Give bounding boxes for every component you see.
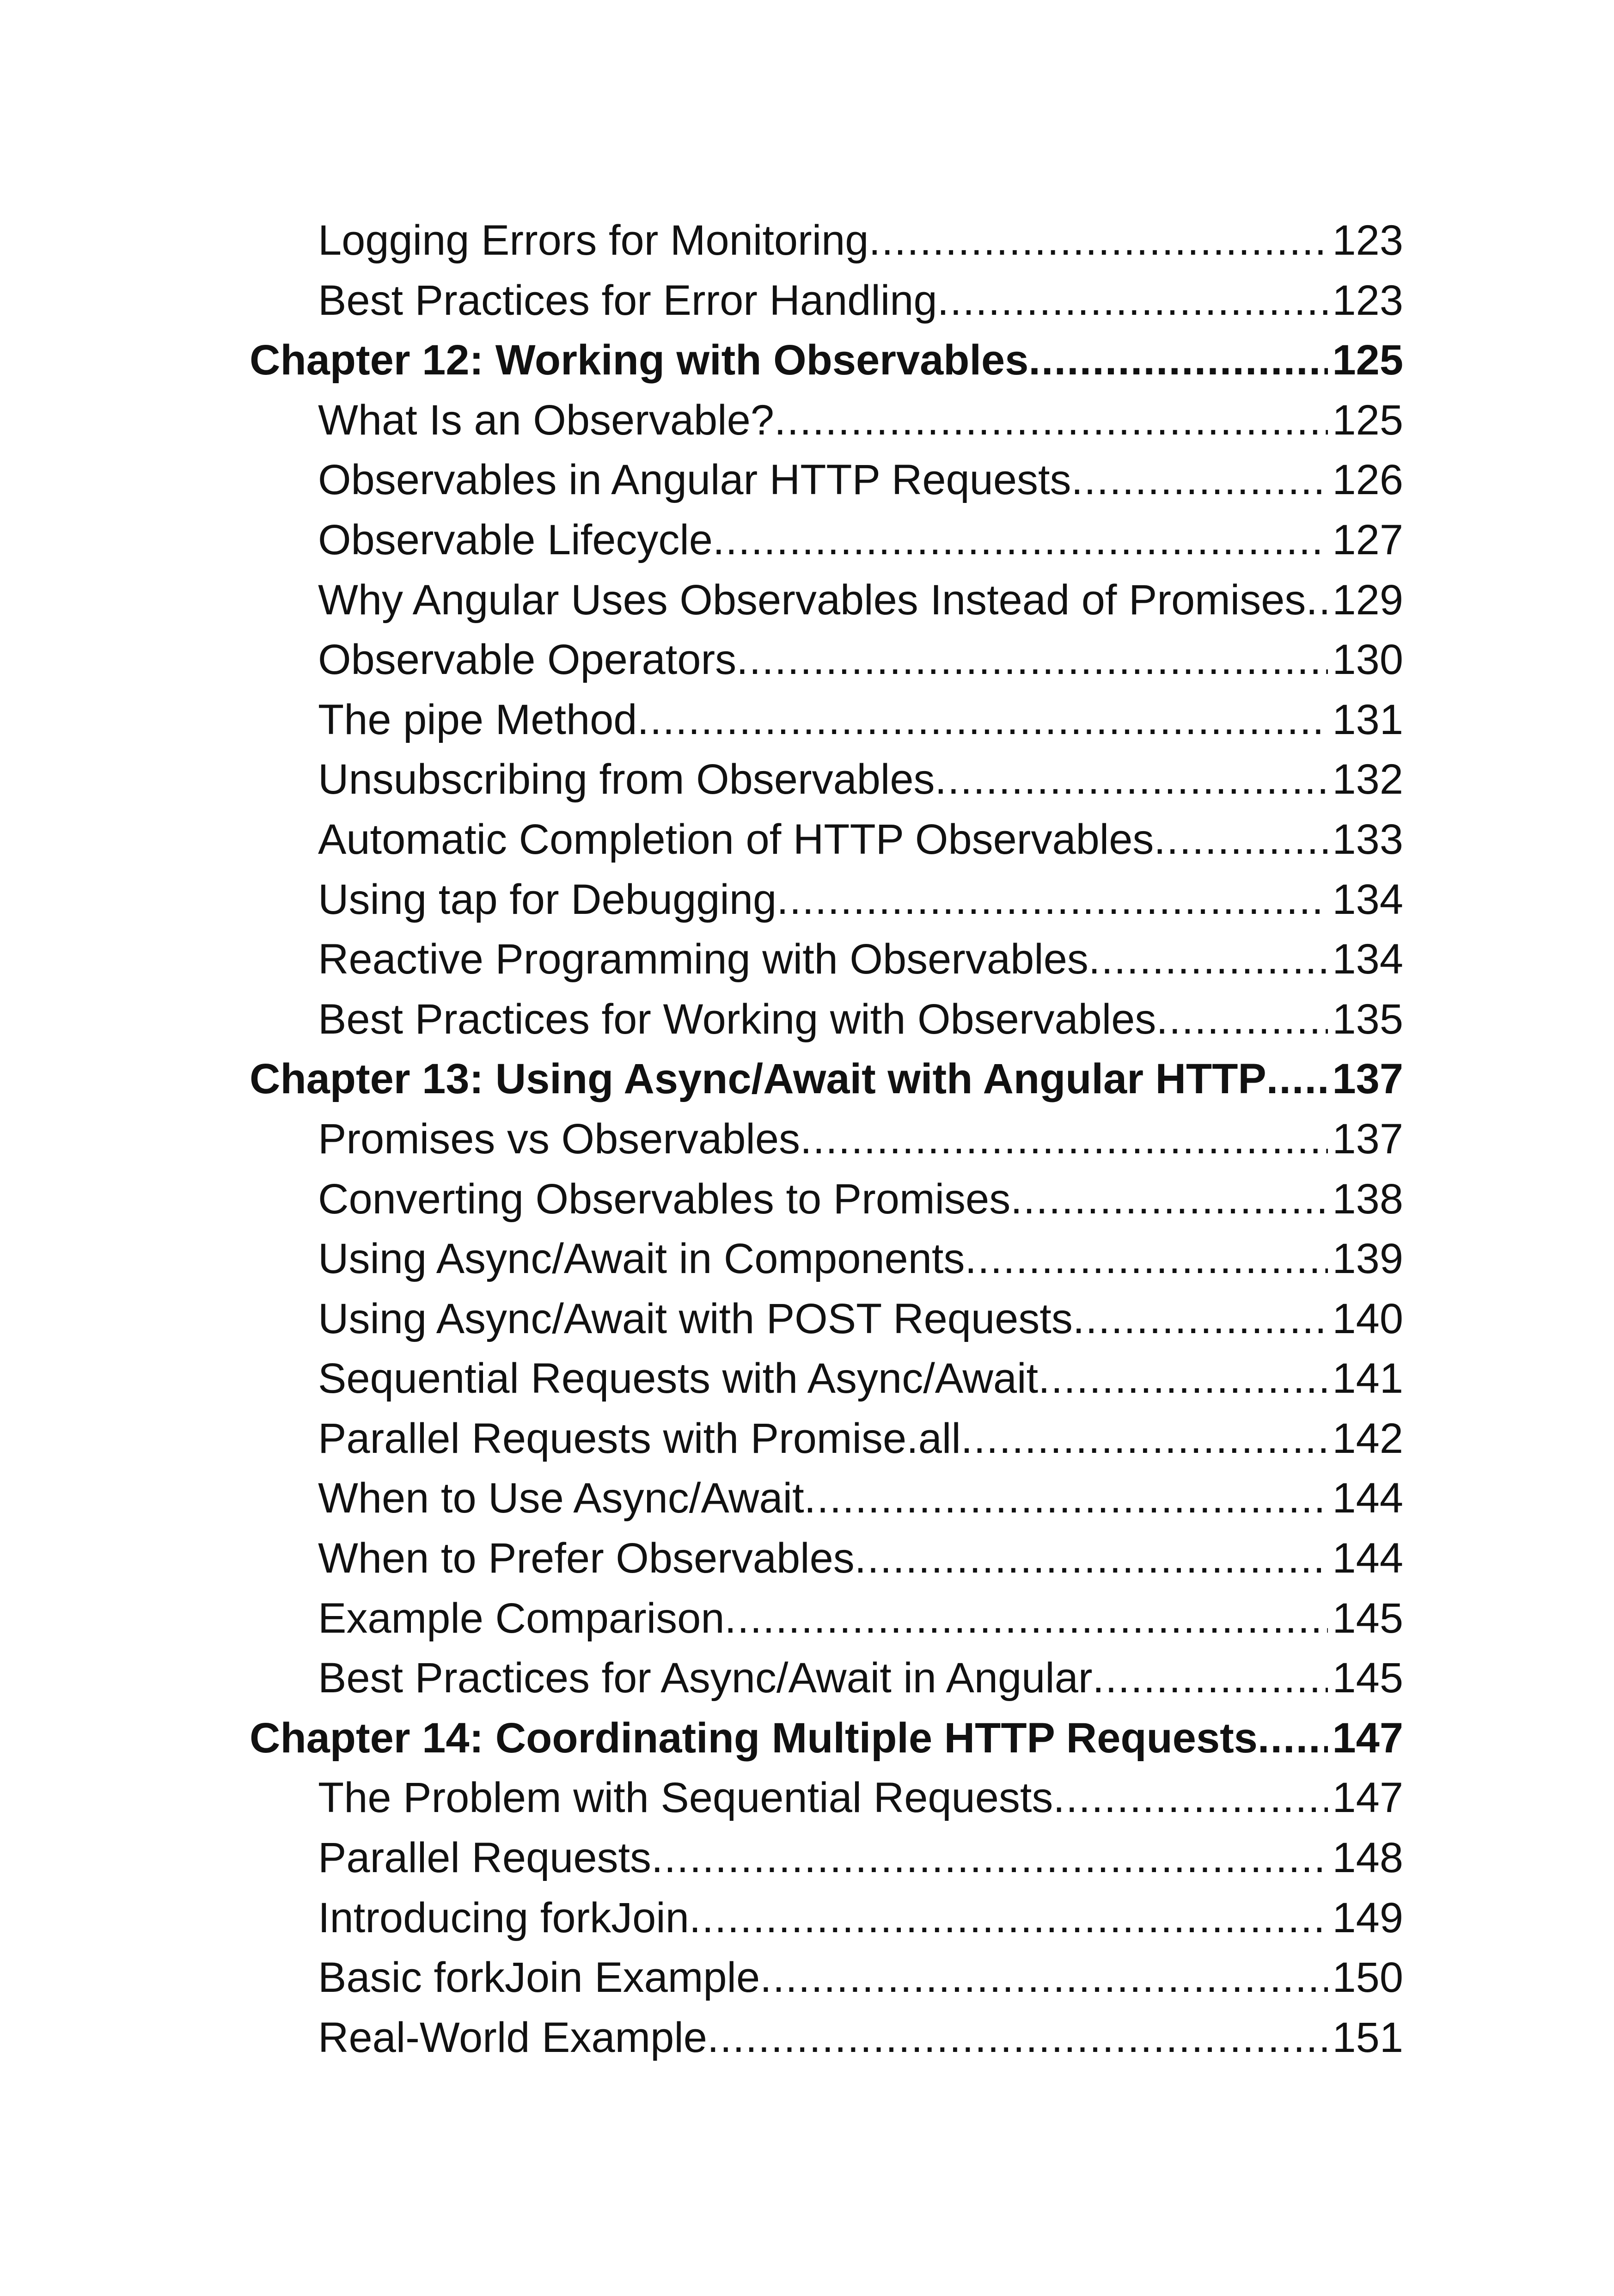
toc-entry-title: The pipe Method	[318, 696, 637, 743]
dot-leader	[760, 1948, 1327, 2008]
toc-entry-page-number: 129	[1332, 576, 1403, 624]
toc-entry-title: Using Async/Await in Components	[318, 1235, 965, 1283]
toc-section-entry[interactable]	[250, 1768, 1403, 1828]
dot-leader	[1154, 810, 1327, 870]
toc-entry-title: Introducing forkJoin	[318, 1894, 689, 1941]
toc-entry-title: Best Practices for Error Handling	[318, 276, 937, 324]
dot-leader	[1088, 930, 1328, 990]
toc-section-entry[interactable]	[250, 2008, 1403, 2068]
toc-entry-title: Converting Observables to Promises	[318, 1175, 1011, 1223]
dot-leader	[1028, 331, 1327, 391]
dot-leader	[961, 1409, 1328, 1469]
dot-leader	[1071, 450, 1328, 510]
toc-entry-page-number: 141	[1332, 1355, 1403, 1402]
toc-entry-title: Logging Errors for Monitoring	[318, 217, 869, 264]
toc-entry-page-number: 147	[1332, 1774, 1403, 1822]
toc-section-entry[interactable]	[250, 1229, 1403, 1289]
toc-entry-page-number: 144	[1332, 1475, 1403, 1522]
dot-leader	[1266, 1049, 1328, 1109]
toc-entry-page-number: 123	[1332, 276, 1403, 324]
toc-entry-page-number: 138	[1332, 1175, 1403, 1223]
toc-entry-title: Observables in Angular HTTP Requests	[318, 456, 1071, 504]
toc-section-entry[interactable]	[250, 510, 1403, 570]
toc-section-entry[interactable]	[250, 211, 1403, 271]
toc-section-entry[interactable]	[250, 570, 1403, 631]
toc-entry-page-number: 125	[1332, 337, 1403, 384]
toc-chapter-entry[interactable]	[250, 331, 1403, 391]
toc-entry-page-number: 131	[1332, 696, 1403, 743]
toc-section-entry[interactable]	[250, 930, 1403, 990]
toc-entry-page-number: 125	[1332, 396, 1403, 444]
toc-entry-page-number: 150	[1332, 1954, 1403, 2002]
toc-entry-title: Best Practices for Working with Observables	[318, 995, 1156, 1043]
toc-chapter-entry[interactable]	[250, 1708, 1403, 1769]
toc-entry-page-number: 137	[1332, 1055, 1403, 1103]
toc-chapter-entry[interactable]	[250, 1049, 1403, 1109]
toc-entry-title: When to Use Async/Await	[318, 1475, 804, 1522]
dot-leader	[800, 1109, 1328, 1169]
toc-entry-title: Real-World Example	[318, 2014, 707, 2061]
toc-entry-title: Best Practices for Async/Await in Angular	[318, 1654, 1093, 1702]
toc-section-entry[interactable]	[250, 391, 1403, 451]
toc-entry-title: What Is an Observable?	[318, 396, 774, 444]
toc-entry-page-number: 144	[1332, 1535, 1403, 1582]
dot-leader	[868, 211, 1327, 271]
toc-entry-title: Example Comparison	[318, 1594, 725, 1642]
dot-leader	[736, 630, 1327, 690]
toc-section-entry[interactable]	[250, 1169, 1403, 1230]
toc-entry-title: Parallel Requests with Promise.all	[318, 1414, 961, 1462]
dot-leader	[965, 1229, 1327, 1289]
toc-section-entry[interactable]	[250, 870, 1403, 930]
toc-entry-title: Why Angular Uses Observables Instead of Promises	[318, 576, 1306, 624]
dot-leader	[937, 271, 1328, 331]
toc-entry-title: Observable Operators	[318, 636, 737, 684]
dot-leader	[637, 690, 1327, 750]
toc-entry-page-number: 151	[1332, 2014, 1403, 2061]
dot-leader	[724, 1589, 1327, 1649]
toc-entry-page-number: 132	[1332, 756, 1403, 803]
toc-entry-title: Automatic Completion of HTTP Observables	[318, 815, 1154, 863]
toc-section-entry[interactable]	[250, 750, 1403, 810]
toc-entry-page-number: 149	[1332, 1894, 1403, 1941]
toc-section-entry[interactable]	[250, 1589, 1403, 1649]
toc-section-entry[interactable]	[250, 1109, 1403, 1169]
toc-entry-page-number: 134	[1332, 876, 1403, 923]
toc-entry-title: When to Prefer Observables	[318, 1535, 855, 1582]
toc-entry-title: Parallel Requests	[318, 1834, 652, 1882]
toc-entry-title: Using tap for Debugging	[318, 876, 777, 923]
table-of-contents	[250, 211, 1403, 2068]
toc-entry-page-number: 142	[1332, 1414, 1403, 1462]
dot-leader	[1010, 1169, 1327, 1230]
toc-entry-page-number: 135	[1332, 995, 1403, 1043]
toc-entry-page-number: 137	[1332, 1115, 1403, 1163]
toc-entry-page-number: 133	[1332, 815, 1403, 863]
toc-entry-title: Observable Lifecycle	[318, 516, 713, 563]
toc-section-entry[interactable]	[250, 1409, 1403, 1469]
dot-leader	[804, 1469, 1328, 1529]
toc-section-entry[interactable]	[250, 1648, 1403, 1708]
toc-section-entry[interactable]	[250, 690, 1403, 750]
dot-leader	[1038, 1349, 1327, 1409]
dot-leader	[855, 1529, 1328, 1589]
toc-entry-title: The Problem with Sequential Requests	[318, 1774, 1053, 1822]
dot-leader	[651, 1828, 1327, 1888]
dot-leader	[689, 1888, 1328, 1948]
toc-entry-title: Sequential Requests with Async/Await	[318, 1355, 1039, 1402]
toc-section-entry[interactable]	[250, 271, 1403, 331]
toc-section-entry[interactable]	[250, 810, 1403, 870]
toc-entry-title: Basic forkJoin Example	[318, 1954, 760, 2002]
toc-section-entry[interactable]	[250, 1469, 1403, 1529]
toc-section-entry[interactable]	[250, 990, 1403, 1050]
dot-leader	[774, 391, 1328, 451]
dot-leader	[713, 510, 1328, 570]
toc-entry-title: Chapter 13: Using Async/Await with Angular HTTP	[250, 1055, 1266, 1103]
toc-entry-title: Unsubscribing from Observables	[318, 756, 935, 803]
toc-section-entry[interactable]	[250, 1888, 1403, 1948]
toc-section-entry[interactable]	[250, 630, 1403, 690]
toc-entry-title: Chapter 12: Working with Observables	[250, 337, 1029, 384]
dot-leader	[1073, 1289, 1328, 1349]
toc-entry-title: Reactive Programming with Observables	[318, 936, 1088, 983]
toc-entry-page-number: 134	[1332, 936, 1403, 983]
toc-entry-page-number: 145	[1332, 1594, 1403, 1642]
toc-entry-page-number: 130	[1332, 636, 1403, 684]
dot-leader	[1156, 990, 1327, 1050]
dot-leader	[707, 2008, 1328, 2068]
dot-leader	[1258, 1708, 1328, 1769]
toc-section-entry[interactable]	[250, 1289, 1403, 1349]
toc-section-entry[interactable]	[250, 450, 1403, 510]
toc-entry-page-number: 127	[1332, 516, 1403, 563]
toc-entry-page-number: 123	[1332, 217, 1403, 264]
dot-leader	[1306, 570, 1327, 631]
dot-leader	[1093, 1648, 1328, 1708]
toc-entry-title: Chapter 14: Coordinating Multiple HTTP Requests	[250, 1714, 1258, 1762]
toc-entry-page-number: 147	[1332, 1714, 1403, 1762]
toc-entry-page-number: 145	[1332, 1654, 1403, 1702]
toc-section-entry[interactable]	[250, 1828, 1403, 1888]
toc-entry-title: Using Async/Await with POST Requests	[318, 1295, 1073, 1342]
dot-leader	[1053, 1768, 1327, 1828]
toc-section-entry[interactable]	[250, 1349, 1403, 1409]
toc-section-entry[interactable]	[250, 1948, 1403, 2008]
dot-leader	[935, 750, 1328, 810]
toc-section-entry[interactable]	[250, 1529, 1403, 1589]
toc-entry-page-number: 148	[1332, 1834, 1403, 1882]
toc-entry-page-number: 139	[1332, 1235, 1403, 1283]
toc-entry-page-number: 140	[1332, 1295, 1403, 1342]
toc-entry-page-number: 126	[1332, 456, 1403, 504]
dot-leader	[776, 870, 1327, 930]
toc-entry-title: Promises vs Observables	[318, 1115, 800, 1163]
